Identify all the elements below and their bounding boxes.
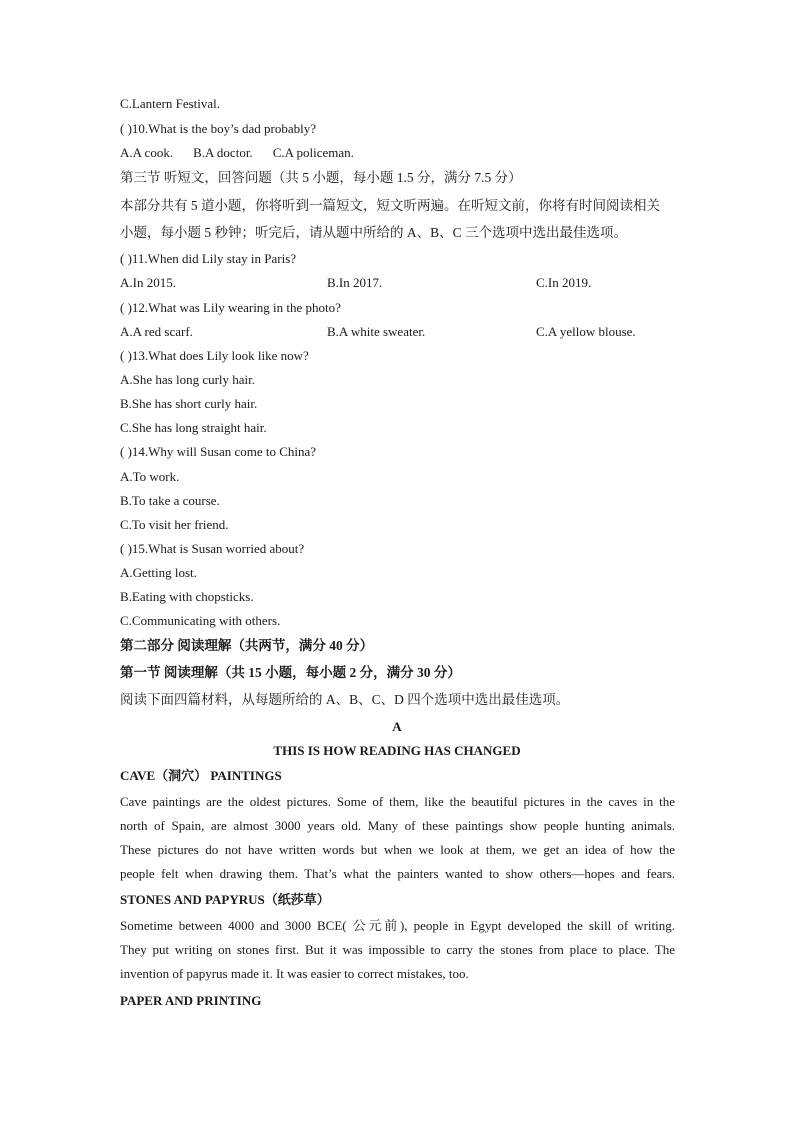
option-c: C.A yellow blouse. [536,324,636,339]
part-2-instructions: 阅读下面四篇材料，从每题所给的 A、B、C、D 四个选项中选出最佳选项。 [120,692,570,707]
heading-paper-and-printing: PAPER AND PRINTING [120,993,262,1008]
question-14: ( )14.Why will Susan come to China? [120,444,317,459]
paragraph-line: These pictures do not have written words but when we look at them, we get an idea of how the [120,842,675,857]
option-b: B.In 2017. [327,275,383,290]
q9-option-c: C.Lantern Festival. [120,96,221,111]
question-12-options [120,324,675,340]
option-c: C.In 2019. [536,275,592,290]
option-a: A.In 2015. [120,275,176,290]
paragraph-line: invention of papyrus made it. It was easier to correct mistakes, too. [120,966,469,981]
question-15-option-b: B.Eating with chopsticks. [120,589,254,604]
paragraph-cave-paintings [120,790,675,886]
option-c: C.A policeman. [272,145,354,160]
option-a: A.A red scarf. [120,324,193,339]
question-14-option-b: B.To take a course. [120,493,220,508]
paragraph-line: north of Spain, are almost 3000 years old. Many of these paintings show people hunting animals. [120,818,675,833]
paragraph-line: people felt when drawing them. That’s what the painters wanted to show others—hopes and fears. [120,866,675,881]
passage-letter: A [392,719,402,734]
section-3-instructions-2: 小题，每小题 5 秒钟；听完后，请从题中所给的 A、B、C 三个选项中选出最佳选项。 [120,225,628,240]
question-10: ( )10.What is the boy’s dad probably? [120,121,317,136]
heading-stones-and-papyrus: STONES AND PAPYRUS（纸莎草） [120,892,330,907]
section-3-title: 第三节 听短文，回答问题（共 5 小题，每小题 1.5 分，满分 7.5 分） [120,170,522,185]
option-b: B.A white sweater. [327,324,426,339]
option-a: A.A cook. [120,145,174,160]
passage-title: THIS IS HOW READING HAS CHANGED [273,743,521,758]
question-14-option-a: A.To work. [120,469,180,484]
question-10-options [120,145,354,161]
question-14-option-c: C.To visit her friend. [120,517,229,532]
heading-cave-paintings: CAVE（洞穴） PAINTINGS [120,768,282,783]
part-2-section-1-title: 第一节 阅读理解（共 15 小题，每小题 2 分，满分 30 分） [120,665,461,680]
paragraph-line: They put writing on stones first. But it was impossible to carry the stones from place to place. The [120,942,675,957]
section-3-instructions-1: 本部分共有 5 道小题，你将听到一篇短文，短文听两遍。在听短文前，你将有时间阅读相关 [120,198,660,213]
question-13-option-b: B.She has short curly hair. [120,396,258,411]
paragraph-line: Cave paintings are the oldest pictures. Some of them, like the beautiful pictures in the caves in the [120,794,675,809]
option-b: B.A doctor. [193,145,253,160]
question-15-option-c: C.Communicating with others. [120,613,281,628]
question-13-option-c: C.She has long straight hair. [120,420,267,435]
part-2-title: 第二部分 阅读理解（共两节，满分 40 分） [120,638,374,653]
question-13: ( )13.What does Lily look like now? [120,348,309,363]
question-11: ( )11.When did Lily stay in Paris? [120,251,297,266]
question-12: ( )12.What was Lily wearing in the photo? [120,300,341,315]
question-11-options [120,275,675,291]
paragraph-line: Sometime between 4000 and 3000 BCE( 公元前), people in Egypt developed the skill of writing. [120,918,675,933]
paragraph-stones-and-papyrus [120,914,675,986]
question-15-option-a: A.Getting lost. [120,565,197,580]
question-13-option-a: A.She has long curly hair. [120,372,256,387]
question-15: ( )15.What is Susan worried about? [120,541,305,556]
